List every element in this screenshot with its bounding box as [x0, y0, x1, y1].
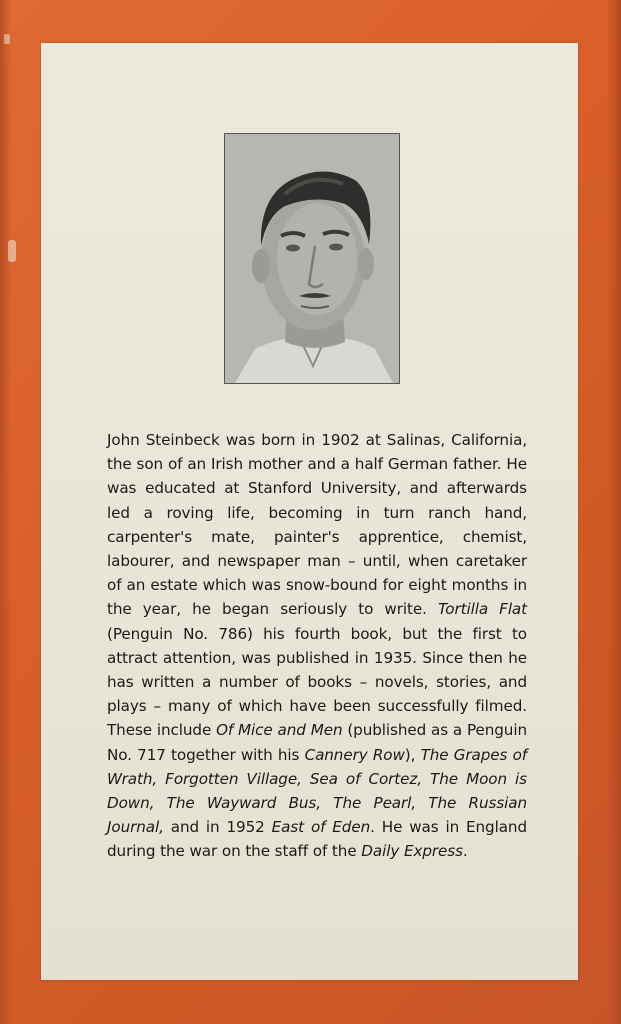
book-title: The Grapes of Wrath, Forgotten Village, Sea of Cortez, The Moon is Down, The Wayward Bus, The Pearl, The Russian Journal,: [107, 745, 528, 837]
book-title: Tortilla Flat: [437, 600, 527, 619]
author-portrait-image: [225, 134, 399, 383]
cover-edge-left: [0, 0, 12, 1024]
bio-text: and in 1952: [163, 818, 272, 837]
bio-text: John Steinbeck was born in 1902 at Salinas, California, the son of an Irish mother and a half German father. He was educated at Stanford University, and afterwards led a roving life, becoming in turn ranch hand, carpenter's mate, painter's apprentice, chemist, labourer, and newspaper man – until, when caretaker of an estate which was snow-bound for eight months in the year, he began seriously to write.: [107, 431, 527, 619]
author-biography: [107, 428, 527, 864]
cover-wear-mark: [8, 240, 16, 262]
newspaper-title: Daily Express: [361, 842, 463, 861]
bio-text: ),: [404, 745, 421, 764]
book-title: East of Eden: [271, 818, 371, 837]
bio-text: (published as a Penguin No. 717 together with his: [107, 721, 527, 764]
book-title: Of Mice and Men: [216, 721, 343, 740]
book-title: Cannery Row: [304, 745, 405, 764]
author-portrait-photo: [224, 133, 400, 384]
cover-edge-right: [607, 0, 621, 1024]
bio-text: . He was in England during the war on the staff of the: [107, 818, 527, 861]
cover-wear-mark: [4, 34, 10, 44]
bio-text: (Penguin No. 786) his fourth book, but the first to attract attention, was published in 1935. Since then he has written a number of books – novels, stories, and plays – many of which have been successfully filmed. These include: [107, 624, 527, 740]
bio-text: .: [462, 842, 468, 861]
